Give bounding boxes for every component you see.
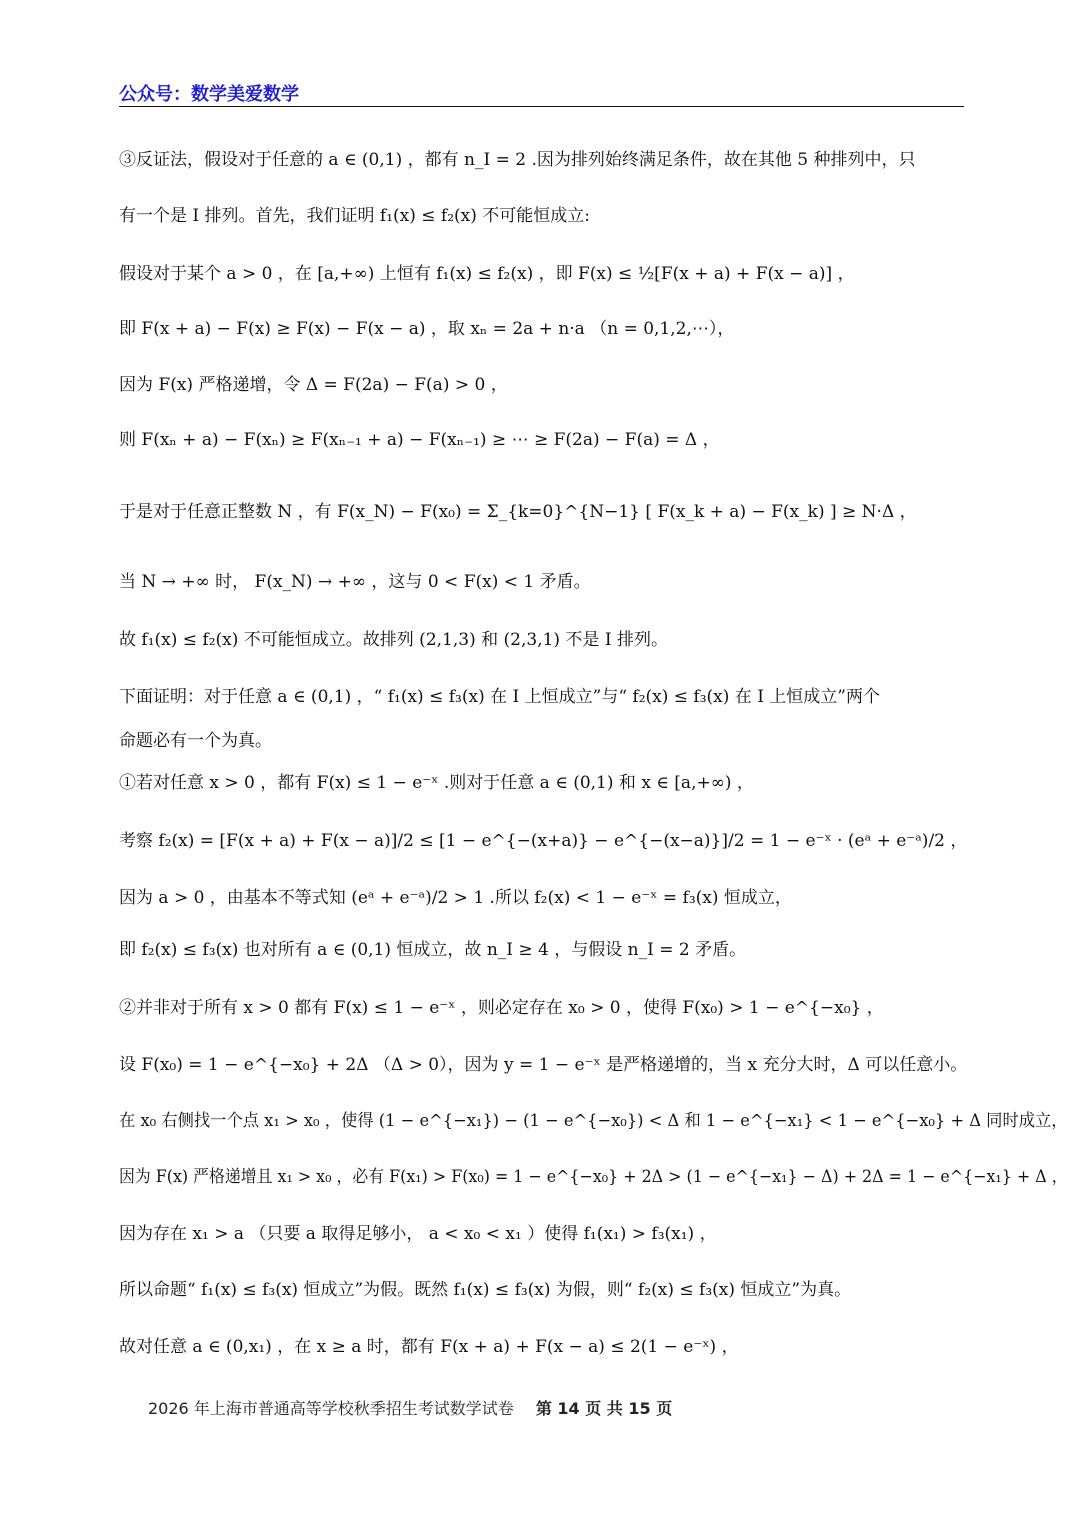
text-line: ①若对任意 x > 0 ，都有 F(x) ≤ 1 − e⁻ˣ .则对于任意 a ∈ (0,1) 和 x ∈ [a,+∞) ， xyxy=(119,773,754,793)
footer-page-number: 第 14 页 共 15 页 xyxy=(535,1399,673,1418)
text-line: 下面证明：对于任意 a ∈ (0,1) ，“ f₁(x) ≤ f₃(x) 在 I 上恒成立”与“ f₂(x) ≤ f₃(x) 在 I 上恒成立”两个 xyxy=(119,687,880,707)
text-line: 假设对于某个 a > 0 ，在 [a,+∞) 上恒有 f₁(x) ≤ f₂(x) ，即 F(x) ≤ ½[F(x + a) + F(x − a)] ， xyxy=(119,264,855,284)
footer-exam-title: 2026 年上海市普通高等学校秋季招生考试数学试卷 xyxy=(148,1399,514,1418)
page-footer xyxy=(148,1396,672,1419)
text-line: 当 N → +∞ 时， F(x_N) → +∞ ，这与 0 < F(x) < 1 矛盾。 xyxy=(119,572,591,592)
text-line: 设 F(x₀) = 1 − e^{−x₀} + 2Δ （Δ > 0），因为 y = 1 − e⁻ˣ 是严格递增的，当 x 充分大时，Δ 可以任意小。 xyxy=(119,1055,968,1075)
text-line: 即 F(x + a) − F(x) ≥ F(x) − F(x − a) ，取 xₙ = 2a + n·a （n = 0,1,2,⋯）， xyxy=(119,319,735,339)
text-line: 因为存在 x₁ > a （只要 a 取得足够小， a < x₀ < x₁ ）使得 f₁(x₁) > f₃(x₁) ， xyxy=(119,1224,717,1244)
text-line: 则 F(xₙ + a) − F(xₙ) ≥ F(xₙ₋₁ + a) − F(xₙ₋₁) ≥ ⋯ ≥ F(2a) − F(a) = Δ ， xyxy=(119,430,720,450)
header-title: 公众号：数学美爱数学 xyxy=(119,84,299,105)
text-line: 因为 F(x) 严格递增且 x₁ > x₀ ，必有 F(x₁) > F(x₀) = 1 − e^{−x₀} + 2Δ > (1 − e^{−x₁} − Δ) + 2Δ = 1 − e^{−x₁} + Δ ， xyxy=(119,1167,1068,1187)
text-line: 即 f₂(x) ≤ f₃(x) 也对所有 a ∈ (0,1) 恒成立，故 n_I ≥ 4 ，与假设 n_I = 2 矛盾。 xyxy=(119,940,747,960)
text-line: 考察 f₂(x) = [F(x + a) + F(x − a)]/2 ≤ [1 − e^{−(x+a)} − e^{−(x−a)}]/2 = 1 − e⁻ˣ · (eᵃ + e⁻ᵃ)/2 ， xyxy=(119,831,968,851)
text-line: 因为 F(x) 严格递增，令 Δ = F(2a) − F(a) > 0 ， xyxy=(119,375,508,395)
text-line: ②并非对于所有 x > 0 都有 F(x) ≤ 1 − e⁻ˣ ，则必定存在 x₀ > 0 ，使得 F(x₀) > 1 − e^{−x₀} ， xyxy=(119,998,884,1018)
text-line: ③反证法，假设对于任意的 a ∈ (0,1) ，都有 n_I = 2 .因为排列始终满足条件，故在其他 5 种排列中，只 xyxy=(119,150,916,170)
text-line: 有一个是 I 排列。首先，我们证明 f₁(x) ≤ f₂(x) 不可能恒成立: xyxy=(119,206,591,226)
text-line: 于是对于任意正整数 N ，有 F(x_N) − F(x₀) = Σ_{k=0}^{N−1} [ F(x_k + a) − F(x_k) ] ≥ N·Δ ， xyxy=(119,502,917,522)
text-line: 故 f₁(x) ≤ f₂(x) 不可能恒成立。故排列 (2,1,3) 和 (2,3,1) 不是 I 排列。 xyxy=(119,630,668,650)
text-line: 所以命题“ f₁(x) ≤ f₃(x) 恒成立”为假。既然 f₁(x) ≤ f₃(x) 为假，则“ f₂(x) ≤ f₃(x) 恒成立”为真。 xyxy=(119,1280,852,1300)
header-divider xyxy=(119,106,964,107)
text-line: 因为 a > 0 ，由基本不等式知 (eᵃ + e⁻ᵃ)/2 > 1 .所以 f₂(x) < 1 − e⁻ˣ = f₃(x) 恒成立， xyxy=(119,888,792,908)
text-line: 命题必有一个为真。 xyxy=(119,731,272,751)
text-line: 故对任意 a ∈ (0,x₁) ，在 x ≥ a 时，都有 F(x + a) + F(x − a) ≤ 2(1 − e⁻ˣ) ， xyxy=(119,1337,739,1357)
text-line: 在 x₀ 右侧找一个点 x₁ > x₀ ，使得 (1 − e^{−x₁}) − (1 − e^{−x₀}) < Δ 和 1 − e^{−x₁} < 1 − e^{−x₀} + Δ 同时成立， xyxy=(119,1111,1068,1131)
